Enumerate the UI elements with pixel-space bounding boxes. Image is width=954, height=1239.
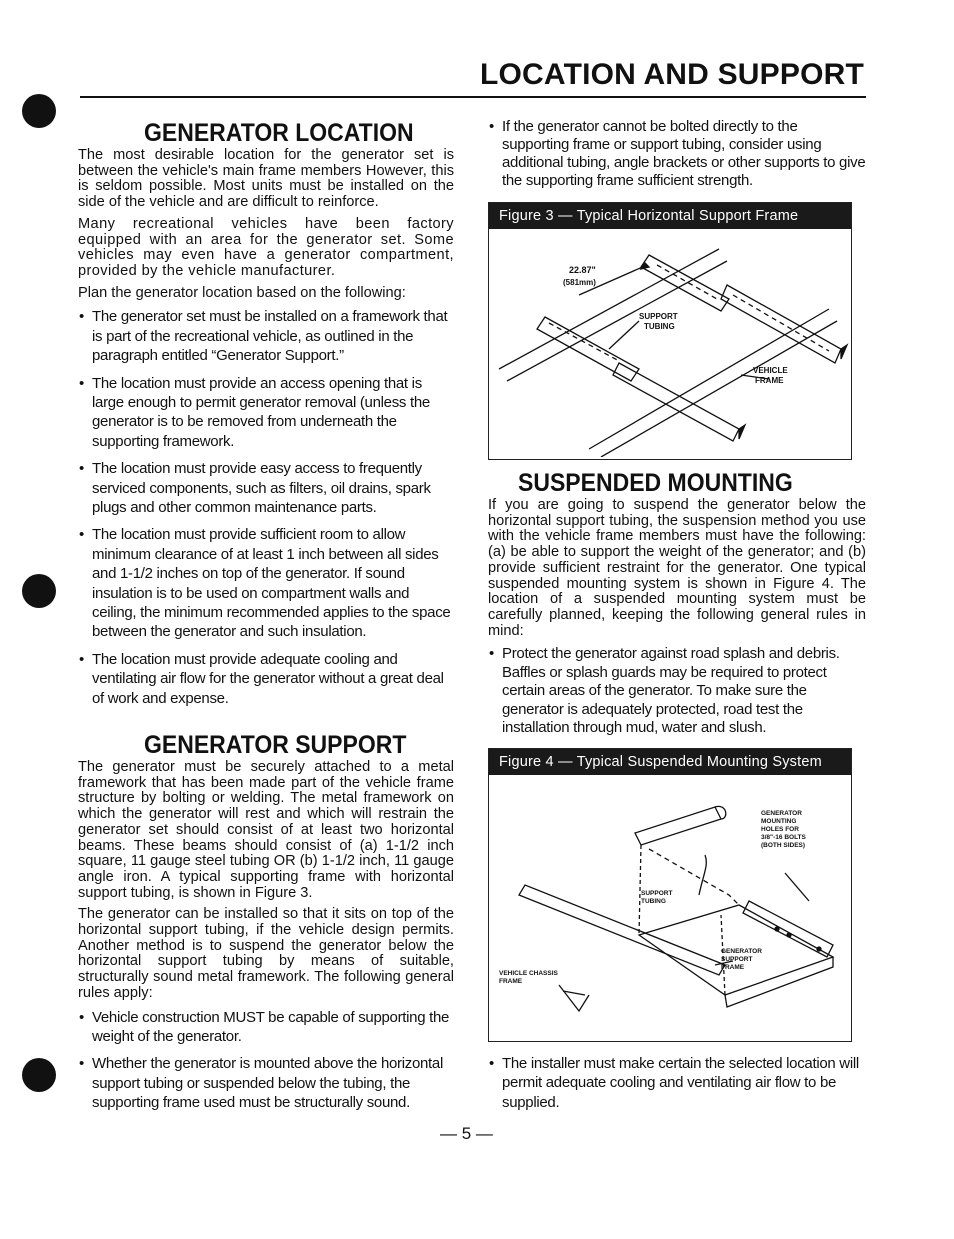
list-item: • The generator set must be installed on a framework that is part of the recreational vehicle, as outlined in the paragraph entitled “Generator Support.” [78,307,454,365]
support-paragraph-1: The generator must be securely attached to a metal framework that has been made part of the vehicle frame structure by bolting or welding. The metal framework on which the generator will rest and which will restrain the generator set should consist of at least two horizontal beams. These beams should consist of (a) 1-1/2 inch square, 11 gauge steel tubing OR (b) 1-1/2 inch, 11 gauge angle iron. A typical supporting frame with horizontal support tubing, is shown in Figure 3. [78,759,454,901]
list-item: • The location must provide easy access to frequently serviced components, such as filters, oil drains, spark plugs and other common maintenance parts. [78,459,454,517]
dimension-label: 22.87" [569,265,596,275]
support-tube-top [635,807,721,845]
list-item: • Vehicle construction MUST be capable of supporting the weight of the generator. [78,1008,454,1047]
figure-4-caption: Figure 4 — Typical Suspended Mounting System [489,749,851,775]
mounting-holes-label-2: MOUNTING [761,817,797,825]
vehicle-frame-label-2: FRAME [755,376,784,385]
chassis-frame-label-1: VEHICLE CHASSIS [499,969,558,977]
mounting-holes-label-1: GENERATOR [761,809,802,817]
left-column [78,118,454,1121]
location-paragraph-2: Many recreational vehicles have been factory equipped with an area for the generator set. Some vehicles may even have a generator compartment, provided by the vehicle manufacturer. [78,215,454,279]
dimension-metric-label: (581mm) [563,278,596,287]
generator-frame-label-1: GENERATOR [721,947,762,955]
support-bullet-list [78,1008,454,1113]
mounting-holes-label-4: 3/8"-16 BOLTS [761,833,806,841]
generator-frame-label-3: FRAME [721,963,745,971]
location-bullet-list [78,307,454,708]
generator-location-heading: GENERATOR LOCATION [144,119,414,147]
support-paragraph-2: The generator can be installed so that it sits on top of the horizontal support tubing, if the vehicle design permits. Another method is to suspend the generator below the horizontal support tubing by means of suitable, structurally sound metal framework. The following general rules apply: [78,906,454,1001]
page-title: LOCATION AND SUPPORT [480,58,864,91]
figure-3 [488,202,852,460]
vehicle-frame-label-1: VEHICLE [753,366,788,375]
list-item: • Protect the generator against road splash and debris. Baffles or splash guards may be required to protect certain areas of the generator. To make sure the generator is adequately protected, road test the installation through mud, water and slush. [488,645,866,738]
punch-hole-middle [22,574,56,608]
punch-hole-bottom [22,1058,56,1092]
punch-hole-top [22,94,56,128]
list-item: • The location must provide an access opening that is large enough to permit generator removal (unless the generator is to be removed from underneath the supporting framework. [78,374,454,452]
figure-4 [488,748,852,1042]
figure-3-caption: Figure 3 — Typical Horizontal Support Frame [489,203,851,229]
generator-frame-label-2: SUPPORT [721,955,753,963]
list-item: • Whether the generator is mounted above the horizontal support tubing or suspended below the tubing, the supporting frame used must be structurally sound. [78,1054,454,1112]
chassis-frame-label-2: FRAME [499,977,523,985]
support-tube-right [721,285,841,363]
location-paragraph-1: The most desirable location for the generator set is between the vehicle's main frame members However, this is seldom possible. Most units must be installed on the side of the vehicle and are difficult to reinforce. [78,147,454,211]
location-paragraph-3: Plan the generator location based on the following: [78,284,406,301]
support-tube-top [641,255,729,311]
mounting-holes-label-3: HOLES FOR [761,825,799,833]
generator-support-heading: GENERATOR SUPPORT [144,731,407,760]
support-tubing-label-2: TUBING [641,897,666,905]
chassis-rail [519,885,725,975]
list-item: • The installer must make certain the selected location will permit adequate cooling and ventilating air flow to be supplied. [488,1054,866,1112]
right-column [488,118,866,1120]
support-tube-bottom [613,363,739,441]
support-tubing-label-2: TUBING [644,322,675,331]
support-tubing-label-1: SUPPORT [639,312,678,321]
mounting-holes-label-5: (BOTH SIDES) [761,841,806,849]
page-header [80,58,866,98]
list-item: • The location must provide adequate cooling and ventilating air flow for the generator without a great deal of work and expense. [78,650,454,708]
list-item: • If the generator cannot be bolted directly to the supporting frame or support tubing, consider using additional tubing, angle brackets or other supports to give the supporting frame sufficient strength. [488,118,866,190]
frame-rail-upper [499,249,727,381]
horizontal-support-frame-drawing [489,229,851,457]
list-item: • The location must provide sufficient room to allow minimum clearance of at least 1 inch between all sides and 1-1/2 inches on top of the generator. If sound insulation is to be used on compartment walls and ceiling, the minimum recommended applies to the space between the generator and such insulation. [78,525,454,641]
suspended-mounting-heading: SUSPENDED MOUNTING [518,469,793,497]
suspended-paragraph: If you are going to suspend the generator below the horizontal support tubing, the suspension method you use with the vehicle frame members must have the following: (a) be able to support the weight of the generator; and (b) provide sufficient restraint for the generator. One typical suspended mounting system is shown in Figure 4. The location of a suspended mounting system must be carefully planned, keeping the following general rules in mind: [488,497,866,639]
suspended-mounting-drawing [489,775,851,1039]
page-number: — 5 — [440,1124,493,1143]
support-tube-left [537,317,639,381]
support-tubing-label-1: SUPPORT [641,889,673,897]
